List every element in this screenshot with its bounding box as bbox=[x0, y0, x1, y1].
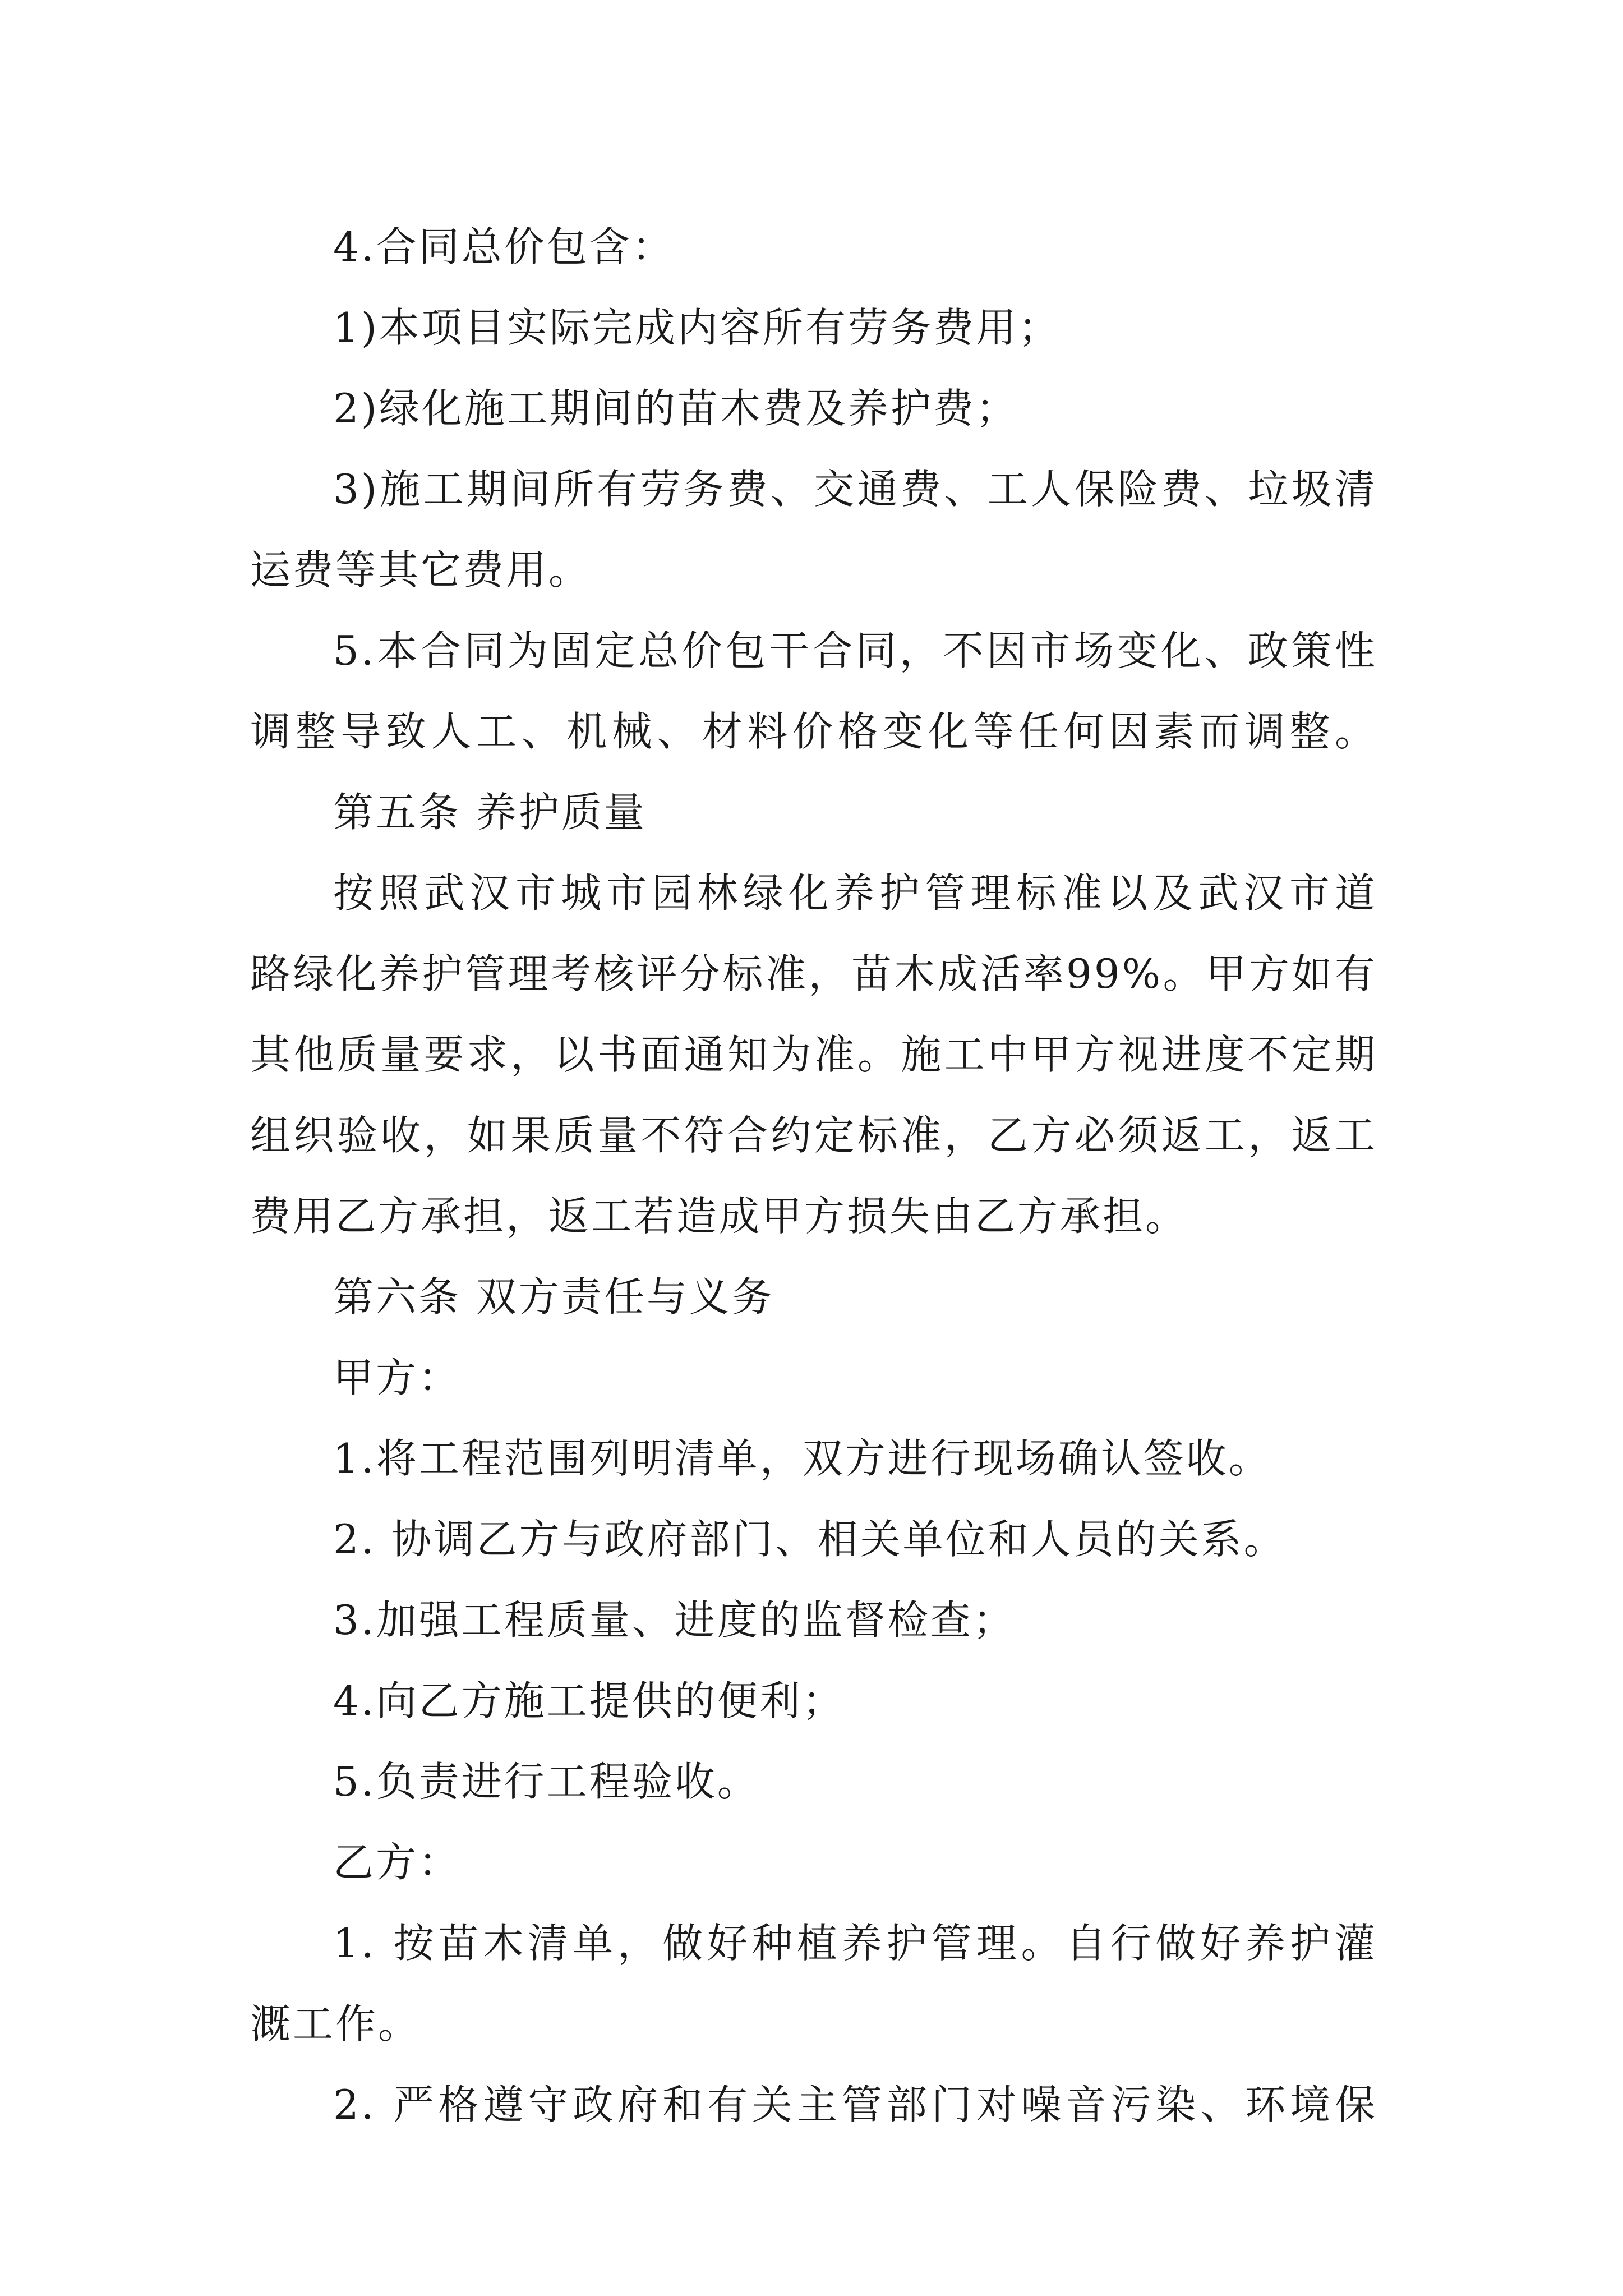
document-line: 组织验收，如果质量不符合约定标准，乙方必须返工，返工 bbox=[250, 1112, 1377, 1159]
document-body bbox=[250, 206, 1377, 2145]
document-line: 1)本项目实际完成内容所有劳务费用； bbox=[333, 304, 1061, 351]
document-line: 2)绿化施工期间的苗木费及养护费； bbox=[333, 385, 1018, 432]
document-line: 路绿化养护管理考核评分标准，苗木成活率99%。甲方如有 bbox=[250, 950, 1377, 997]
document-line: 调整导致人工、机械、材料价格变化等任何因素而调整。 bbox=[250, 708, 1377, 755]
document-line: 4.合同总价包含： bbox=[333, 223, 675, 270]
document-line: 第五条 养护质量 bbox=[333, 789, 647, 836]
document-line: 乙方： bbox=[333, 1839, 462, 1886]
document-line: 费用乙方承担，返工若造成甲方损失由乙方承担。 bbox=[250, 1193, 1188, 1240]
document-line: 其他质量要求，以书面通知为准。施工中甲方视进度不定期 bbox=[250, 1031, 1377, 1078]
document-line: 运费等其它费用。 bbox=[250, 546, 592, 593]
document-line: 溉工作。 bbox=[250, 2000, 421, 2047]
document-line: 1. 按苗木清单，做好种植养护管理。自行做好养护灌 bbox=[333, 1920, 1377, 1967]
document-line: 4.向乙方施工提供的便利； bbox=[333, 1677, 845, 1724]
document-line: 甲方： bbox=[333, 1354, 462, 1401]
document-line: 按照武汉市城市园林绿化养护管理标准以及武汉市道 bbox=[333, 869, 1377, 917]
document-line: 3)施工期间所有劳务费、交通费、工人保险费、垃圾清 bbox=[333, 466, 1377, 513]
document-line: 3.加强工程质量、进度的监督检查； bbox=[333, 1596, 1016, 1644]
document-line: 2. 协调乙方与政府部门、相关单位和人员的关系。 bbox=[333, 1516, 1287, 1563]
document-line: 2. 严格遵守政府和有关主管部门对噪音污染、环境保 bbox=[333, 2081, 1377, 2128]
document-line: 1.将工程范围列明清单，双方进行现场确认签收。 bbox=[333, 1435, 1271, 1482]
document-line: 5.本合同为固定总价包干合同，不因市场变化、政策性 bbox=[333, 627, 1377, 674]
document-line: 第六条 双方责任与义务 bbox=[333, 1273, 774, 1320]
document-line: 5.负责进行工程验收。 bbox=[333, 1758, 760, 1805]
